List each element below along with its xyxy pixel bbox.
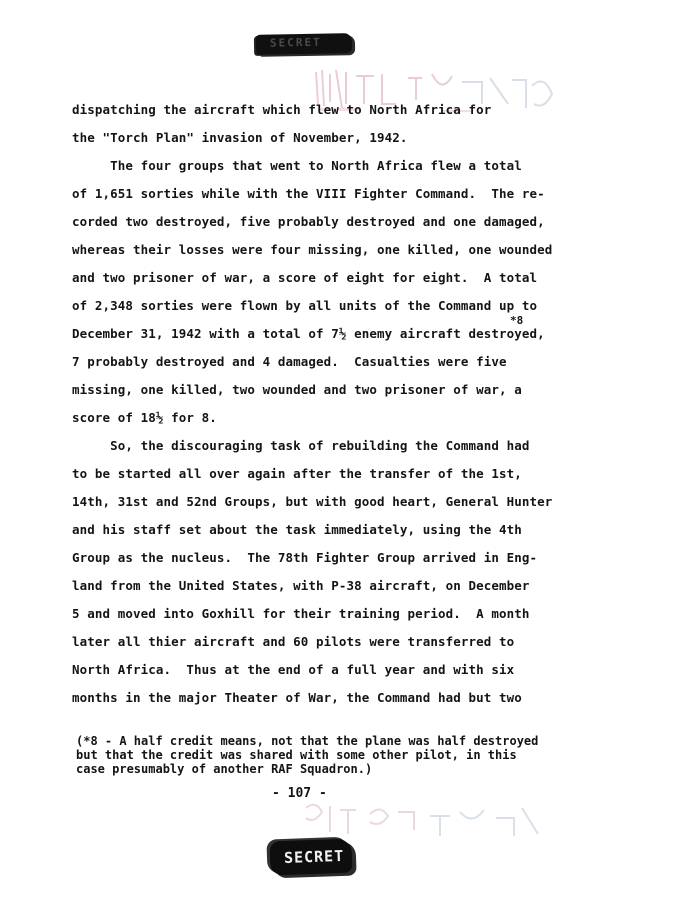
body-line: months in the major Theater of War, the Command had but two [72, 690, 522, 705]
footnote-line: but that the credit was shared with some other pilot, in this [76, 748, 517, 762]
body-line: to be started all over again after the transfer of the 1st, [72, 466, 522, 481]
body-line: The four groups that went to North Africa flew a total [72, 158, 522, 173]
body-line: 5 and moved into Goxhill for their training period. A month [72, 606, 530, 621]
classification-stamp-top-text: SECRET [269, 35, 322, 50]
classification-stamp-bottom-text: SECRET [283, 846, 345, 867]
body-line: later all thier aircraft and 60 pilots were transferred to [72, 634, 515, 649]
footnote-line: case presumably of another RAF Squadron.) [76, 762, 373, 776]
body-line: So, the discouraging task of rebuilding the Command had [72, 438, 530, 453]
body-line: missing, one killed, two wounded and two prisoner of war, a [72, 382, 522, 397]
body-line: the "Torch Plan" invasion of November, 1942. [72, 130, 408, 145]
body-line: land from the United States, with P-38 aircraft, on December [72, 578, 530, 593]
body-line: December 31, 1942 with a total of 7½ enemy aircraft destroyed, [72, 326, 545, 341]
classification-stamp-top [256, 33, 352, 55]
body-line: and two prisoner of war, a score of eight for eight. A total [72, 270, 538, 285]
body-line: North Africa. Thus at the end of a full year and with six [72, 662, 515, 677]
body-line: of 1,651 sorties while with the VIII Fighter Command. The re- [72, 186, 545, 201]
body-line: score of 18½ for 8. [72, 410, 217, 425]
body-line: dispatching the aircraft which flew to North Africa for [72, 102, 492, 117]
body-line: corded two destroyed, five probably destroyed and one damaged, [72, 214, 545, 229]
page-number: - 107 - [272, 786, 327, 801]
body-line: and his staff set about the task immediately, using the 4th [72, 522, 522, 537]
body-line: 14th, 31st and 52nd Groups, but with good heart, General Hunter [72, 494, 553, 509]
footnote-marker: *8 [510, 314, 524, 327]
body-line: whereas their losses were four missing, one killed, one wounded [72, 242, 553, 257]
classification-stamp-bottom [269, 839, 352, 876]
faded-ink-mark-bottom [300, 798, 546, 844]
footnote-line: (*8 - A half credit means, not that the plane was half destroyed [76, 734, 539, 748]
body-line: 7 probably destroyed and 4 damaged. Casualties were five [72, 354, 507, 369]
body-line: of 2,348 sorties were flown by all units of the Command up to [72, 298, 538, 313]
body-line: Group as the nucleus. The 78th Fighter Group arrived in Eng- [72, 550, 538, 565]
